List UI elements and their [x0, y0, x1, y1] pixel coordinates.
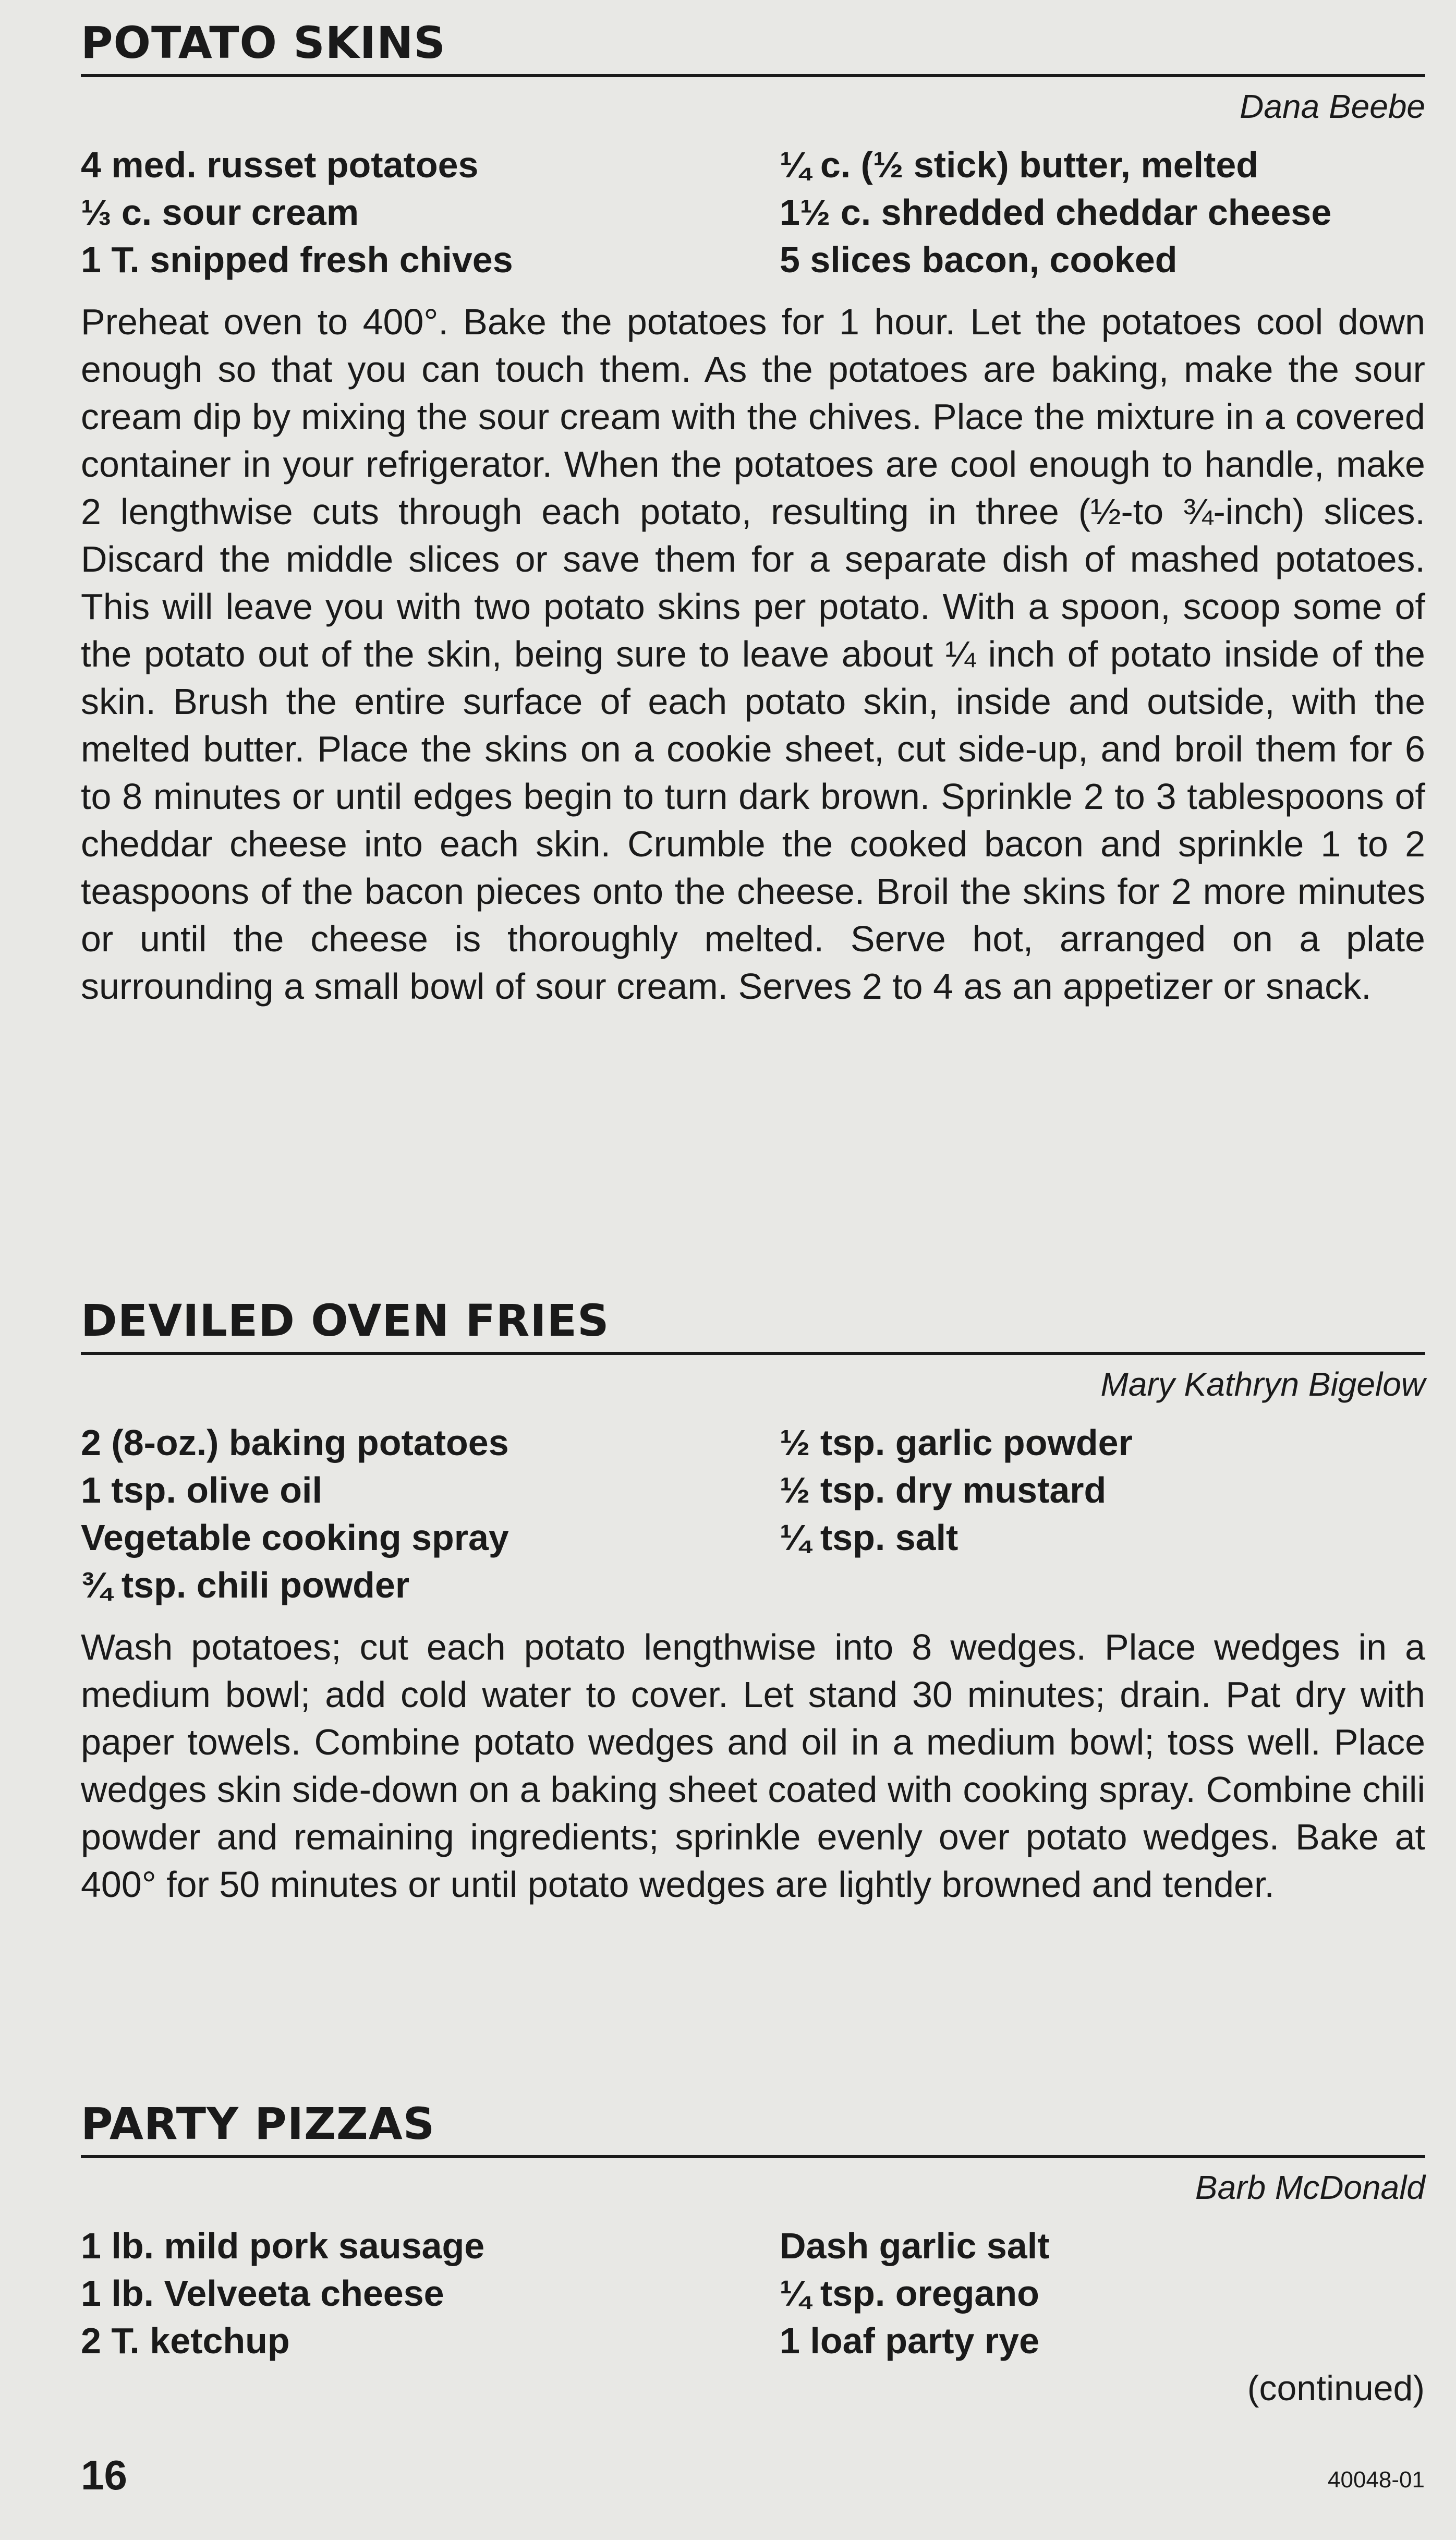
title-rule: [81, 74, 1425, 77]
continued-note: (continued): [1247, 2368, 1425, 2408]
ingredient: Dash garlic salt: [780, 2225, 1050, 2266]
recipe-party-pizzas: [81, 2098, 1425, 2365]
page-number: 16: [81, 2452, 127, 2498]
document-code: 40048-01: [1328, 2467, 1425, 2493]
ingredient: ½ tsp. dry mustard: [780, 1469, 1107, 1510]
ingredient-list: [81, 2222, 1425, 2365]
ingredient: 1 T. snipped fresh chives: [81, 239, 513, 280]
recipe-potato-skins: [81, 17, 1425, 1047]
ingredient: Vegetable cooking spray: [81, 1517, 509, 1558]
ingredient: ¼ tsp. oregano: [780, 2272, 1039, 2314]
recipe-title: DEVILED OVEN FRIES: [81, 1295, 610, 1346]
recipe-title: POTATO SKINS: [81, 17, 446, 68]
recipe-title: PARTY PIZZAS: [81, 2098, 435, 2149]
recipe-deviled-oven-fries: [81, 1295, 1425, 1945]
recipe-author: Dana Beebe: [1240, 88, 1425, 125]
ingredient: [780, 1562, 1425, 1609]
recipe-author: Barb McDonald: [1195, 2169, 1425, 2206]
ingredient: 4 med. russet potatoes: [81, 144, 479, 185]
title-rule: [81, 1352, 1425, 1355]
recipe-directions: Wash potatoes; cut each potato lengthwise into 8 wedges. Place wedges in a medium bowl; add cold water to cover. Let stand 30 minutes; drain. Pat dry with paper towels. Combine potato wedges and oil in a medium bowl; toss well. Place wedges skin side-down on a baking sheet coated with cooking spray. Combine chili powder and remaining ingredients; sprinkle evenly over potato wedges. Bake at 400° for 50 minutes or until potato wedges are lightly browned and tender.: [81, 1626, 1425, 1905]
ingredient-list: [81, 1419, 1425, 1609]
ingredient: ⅓ c. sour cream: [81, 191, 359, 233]
recipe-author: Mary Kathryn Bigelow: [1100, 1365, 1425, 1403]
ingredient: 1½ c. shredded cheddar cheese: [780, 191, 1332, 233]
ingredient: 1 lb. Velveeta cheese: [81, 2272, 444, 2314]
ingredient: 5 slices bacon, cooked: [780, 239, 1178, 280]
recipe-directions: Preheat oven to 400°. Bake the potatoes for 1 hour. Let the potatoes cool down enough so that you can touch them. As the potatoes are baking, make the sour cream dip by mixing the sour cream with the chives. Place the mixture in a covered container in your refrigerator. When the potatoes are cool enough to handle, make 2 lengthwise cuts through each potato, resulting in three (½-to ¾-inch) slices. Discard the middle slices or save them for a separate dish of mashed potatoes. This will leave you with two potato skins per potato. With a spoon, scoop some of the potato out of the skin, being sure to leave about ¼ inch of potato inside of the skin. Brush the entire surface of each potato skin, inside and outside, with the melted butter. Place the skins on a cookie sheet, cut side-up, and broil them for 6 to 8 minutes or until edges begin to turn dark brown. Sprinkle 2 to 3 tablespoons of cheddar cheese into each skin. Crumble the cooked bacon and sprinkle 1 to 2 teaspoons of the bacon pieces onto the cheese. Broil the skins for 2 more minutes or until the cheese is thoroughly melted. Serve hot, arranged on a plate surrounding a small bowl of sour cream. Serves 2 to 4 as an appetizer or snack.: [81, 301, 1425, 1007]
ingredient: ¼ tsp. salt: [780, 1517, 958, 1558]
title-rule: [81, 2155, 1425, 2158]
ingredient: 1 loaf party rye: [780, 2320, 1039, 2361]
ingredient: 2 (8-oz.) baking potatoes: [81, 1422, 509, 1463]
ingredient: ½ tsp. garlic powder: [780, 1422, 1133, 1463]
ingredient: 1 lb. mild pork sausage: [81, 2225, 485, 2266]
ingredient-list: [81, 141, 1425, 284]
ingredient: ¾ tsp. chili powder: [81, 1564, 410, 1605]
ingredient: 1 tsp. olive oil: [81, 1469, 322, 1510]
ingredient: ¼ c. (½ stick) butter, melted: [780, 144, 1259, 185]
ingredient: 2 T. ketchup: [81, 2320, 290, 2361]
